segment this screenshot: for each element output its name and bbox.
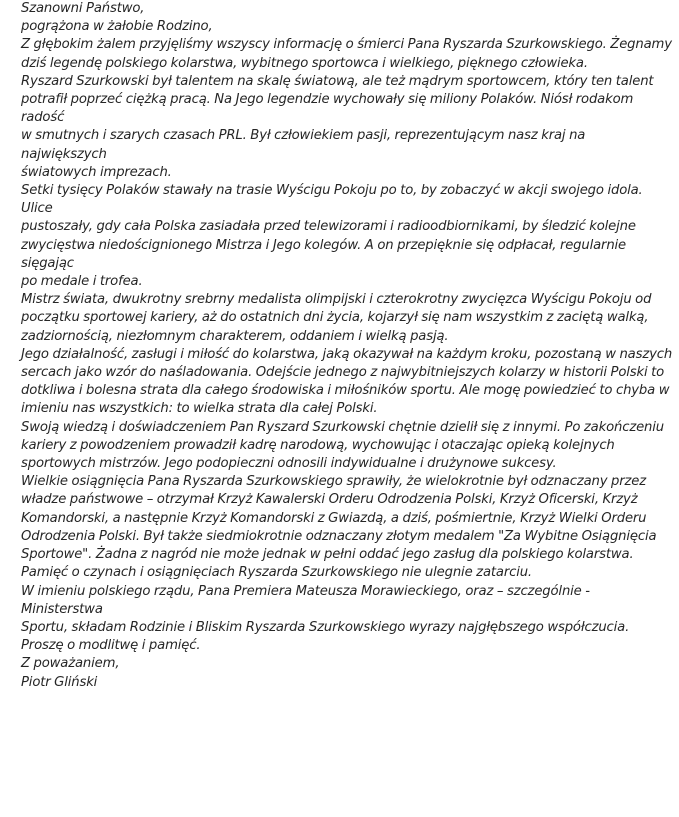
paragraph-3: Setki tysięcy Polaków stawały na trasie Wyścigu Pokoju po to, by zobaczyć w akcji swojego idola. Ulice pustoszały, gdy cała Polska zasiadała przed telewizorami i radioodbiornikami, by śledzić kolejne zwycięstwa niedoścignionego Mistrza i Jego kolegów. A on przepięknie się odpłacał, regularnie sięgając po medale i trofea.: [21, 183, 643, 290]
condolence-letter: [21, 0, 673, 692]
paragraph-8: W imieniu polskiego rządu, Pana Premiera Mateusza Morawieckiego, oraz – szczególnie - Ministerstwa Sportu, składam Rodzinie i Bliskim Ryszarda Szurkowskiego wyrazy najgłębszego współczucia. Proszę o modlitwę i pamięć.: [21, 583, 630, 654]
family-greeting: pogrążona w żałobie Rodzino,: [21, 19, 213, 35]
closing: Z poważaniem,: [21, 656, 120, 672]
paragraph-4: Mistrz świata, dwukrotny srebrny medalista olimpijski i czterokrotny zwycięzca Wyścigu Pokoju od początku sportowej kariery, aż do ostatnich dni życia, kojarzył się nam wszystkim z zaciętą walką, zadziornością, niezłomnym charakterem, oddaniem i wielką pasją.: [21, 292, 652, 344]
paragraph-2: Ryszard Szurkowski był talentem na skalę światową, ale też mądrym sportowcem, który ten talent potrafił poprzeć ciężką pracą. Na Jego legendzie wychowały się miliony Polaków. Niósł rodakom radość w smutnych i szarych czasach PRL. Był człowiekiem pasji, reprezentującym nasz kraj na największych światowych imprezach.: [21, 73, 654, 180]
signature: Piotr Gliński: [21, 674, 98, 690]
paragraph-5: Jego działalność, zasługi i miłość do kolarstwa, jaką okazywał na każdym kroku, pozostaną w naszych sercach jako wzór do naśladowania. Odejście jednego z najwybitniejszych kolarzy w historii Polski to dotkliwa i bolesna strata dla całego środowiska i miłośników sportu. Ale mogę powiedzieć to chyba w imieniu nas wszystkich: to wielka strata dla całej Polski.: [21, 346, 673, 417]
paragraph-7: Wielkie osiągnięcia Pana Ryszarda Szurkowskiego sprawiły, że wielokrotnie był odznaczany przez władze państwowe – otrzymał Krzyż Kawalerski Orderu Odrodzenia Polski, Krzyż Oficerski, Krzyż Komandorski, a następnie Krzyż Komandorski z Gwiazdą, a dziś, pośmiertnie, Krzyż Wielki Orderu Odrodzenia Polski. Był także siedmiokrotnie odznaczany złotym medalem "Za Wybitne Osiągnięcia Sportowe". Żadna z nagród nie może jednak w pełni oddać jego zasług dla polskiego kolarstwa. Pamięć o czynach i osiągnięciach Ryszarda Szurkowskiego nie ulegnie zatarciu.: [21, 474, 657, 581]
paragraph-1: Z głębokim żalem przyjęliśmy wszyscy informację o śmierci Pana Ryszarda Szurkowskiego. Żegnamy dziś legendę polskiego kolarstwa, wybitnego sportowca i wielkiego, pięknego człowieka.: [21, 37, 672, 71]
salutation: Szanowni Państwo,: [21, 1, 145, 16]
paragraph-6: Swoją wiedzą i doświadczeniem Pan Ryszard Szurkowski chętnie dzielił się z innymi. Po zakończeniu kariery z powodzeniem prowadził kadrę narodową, wychowując i otaczając opieką kolejnych sportowych mistrzów. Jego podopieczni odnosili indywidualne i drużynowe sukcesy.: [21, 419, 664, 472]
